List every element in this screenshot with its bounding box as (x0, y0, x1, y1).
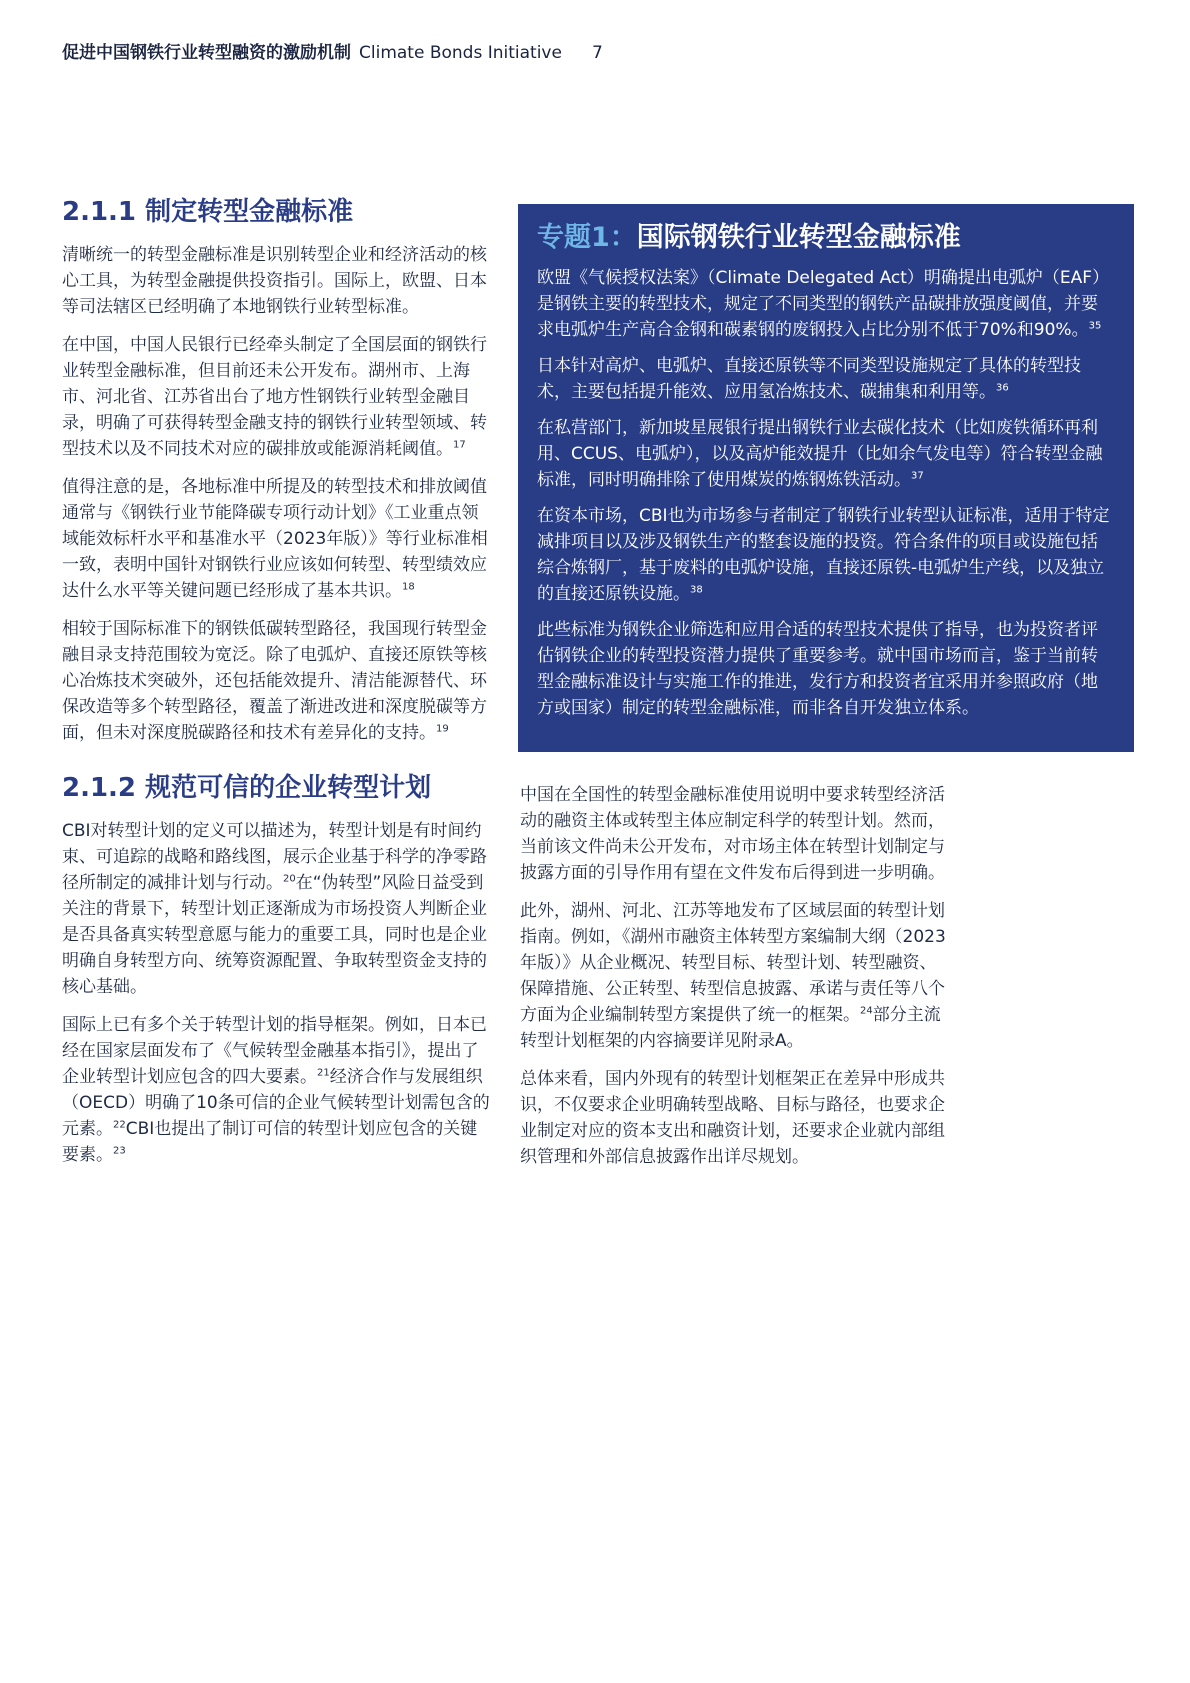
section-heading-2-1-1: 2.1.1 制定转型金融标准 (62, 197, 354, 227)
paragraph (520, 1066, 948, 1170)
left-column (62, 194, 490, 1180)
box-paragraph (537, 353, 1114, 405)
paragraph (62, 616, 490, 746)
paragraph (62, 332, 490, 462)
paragraph (62, 1012, 490, 1168)
paragraph-text: 部分主流转型计划框架的内容摘要详见附录A。 (520, 1005, 941, 1051)
paragraph (62, 818, 490, 1000)
paragraph-text: 欧盟《气候授权法案》（Climate Delegated Act）明确提出电弧炉（EAF）是钢铁主要的转型技术，规定了不同类型的钢铁产品碳排放强度阈值，并要求电弧炉生产高合金钢和碳素钢的废钢投入占比分别不低于70%和90%。 (537, 268, 1110, 340)
paragraph-text: 经济合作与发展组织（OECD）明确了10条可信的企业气候转型计划需包含的元素。 (62, 1067, 490, 1139)
paragraph-text: CBI对转型计划的定义可以描述为，转型计划是有时间约束、可追踪的战略和路线图，展示企业基于科学的净零路径所制定的减排计划与行动。 (62, 821, 487, 893)
footnote-ref[interactable]: 20 (283, 873, 296, 885)
paragraph (62, 474, 490, 604)
footnote-ref[interactable]: 23 (113, 1145, 126, 1157)
paragraph-text: 在资本市场，CBI也为市场参与者制定了钢铁行业转型认证标准，适用于特定减排项目以及涉及钢铁生产的整套设施的投资。符合条件的项目或设施包括综合炼钢厂，基于废料的电弧炉设施，直接还原铁-电弧炉生产线，以及独立的直接还原铁设施。 (537, 506, 1110, 604)
page-header (62, 38, 603, 63)
footnote-ref[interactable]: 21 (317, 1067, 330, 1079)
report-title: 促进中国钢铁行业转型融资的激励机制 (62, 43, 351, 63)
page-number: 7 (591, 43, 603, 63)
paragraph (62, 242, 490, 320)
paragraph-text: 清晰统一的转型金融标准是识别转型企业和经济活动的核心工具，为转型金融提供投资指引。国际上，欧盟、日本等司法辖区已经明确了本地钢铁行业转型标准。 (62, 245, 487, 317)
footnote-ref[interactable]: 37 (911, 470, 924, 482)
paragraph-text: 相较于国际标准下的钢铁低碳转型路径，我国现行转型金融目录支持范围较为宽泛。除了电弧炉、直接还原铁等核心冶炼技术突破外，还包括能效提升、清洁能源替代、环保改造等多个转型路径，覆盖了渐进改进和深度脱碳等方面，但未对深度脱碳路径和技术有差异化的支持。 (62, 619, 487, 743)
footnote-ref[interactable]: 38 (690, 584, 703, 596)
box-paragraph (537, 415, 1114, 493)
box-paragraph (537, 617, 1114, 721)
paragraph-text: 中国在全国性的转型金融标准使用说明中要求转型经济活动的融资主体或转型主体应制定科学的转型计划。然而，当前该文件尚未公开发布，对市场主体在转型计划制定与披露方面的引导作用有望在文件发布后得到进一步明确。 (520, 785, 945, 883)
paragraph-text: CBI也提出了制订可信的转型计划应包含的关键要素。 (62, 1119, 478, 1165)
paragraph-text: 此些标准为钢铁企业筛选和应用合适的转型技术提供了指导，也为投资者评估钢铁企业的转型投资潜力提供了重要参考。就中国市场而言，鉴于当前转型金融标准设计与实施工作的推进，发行方和投资者宜采用并参照政府（地方或国家）制定的转型金融标准，而非各自开发独立体系。 (537, 620, 1098, 718)
box-paragraph (537, 503, 1114, 607)
footnote-ref[interactable]: 19 (436, 723, 449, 735)
feature-box-title (537, 218, 1114, 258)
paragraph-text: 日本针对高炉、电弧炉、直接还原铁等不同类型设施规定了具体的转型技术，主要包括提升能效、应用氢冶炼技术、碳捕集和利用等。 (537, 356, 1081, 402)
feature-box-tag: 专题1： (537, 222, 637, 253)
right-column (520, 782, 948, 1182)
paragraph-text: 国际上已有多个关于转型计划的指导框架。例如，日本已经在国家层面发布了《气候转型金融基本指引》，提出了企业转型计划应包含的四大要素。 (62, 1015, 487, 1087)
feature-box (518, 204, 1134, 752)
paragraph (520, 782, 948, 886)
paragraph-text: 总体来看，国内外现有的转型计划框架正在差异中形成共识，不仅要求企业明确转型战略、目标与路径，也要求企业制定对应的资本支出和融资计划，还要求企业就内部组织管理和外部信息披露作出详尽规划。 (520, 1069, 945, 1167)
paragraph-text: 此外，湖州、河北、江苏等地发布了区域层面的转型计划指南。例如，《湖州市融资主体转型方案编制大纲（2023年版）》从企业概况、转型目标、转型计划、转型融资、保障措施、公正转型、转型信息披露、承诺与责任等八个方面为企业编制转型方案提供了统一的框架。 (520, 901, 946, 1025)
footnote-ref[interactable]: 18 (402, 581, 415, 593)
organization-name: Climate Bonds Initiative (359, 43, 562, 63)
paragraph-text: 在中国，中国人民银行已经牵头制定了全国层面的钢铁行业转型金融标准，但目前还未公开发布。湖州市、上海市、河北省、江苏省出台了地方性钢铁行业转型金融目录，明确了可获得转型金融支持的钢铁行业转型领域、转型技术以及不同技术对应的碳排放或能源消耗阈值。 (62, 335, 487, 459)
footnote-ref[interactable]: 22 (113, 1119, 126, 1131)
box-paragraph (537, 265, 1114, 343)
paragraph-text: 值得注意的是，各地标准中所提及的转型技术和排放阈值通常与《钢铁行业节能降碳专项行动计划》《工业重点领域能效标杆水平和基准水平（2023年版）》等行业标准相一致，表明中国针对钢铁行业应该如何转型、转型绩效应达什么水平等关键问题已经形成了基本共识。 (62, 477, 488, 601)
paragraph-text: 在“伪转型”风险日益受到关注的背景下，转型计划正逐渐成为市场投资人判断企业是否具备真实转型意愿与能力的重要工具，同时也是企业明确自身转型方向、统筹资源配置、争取转型资金支持的核心基础。 (62, 873, 487, 997)
footnote-ref[interactable]: 36 (996, 382, 1009, 394)
paragraph (520, 898, 948, 1054)
footnote-ref[interactable]: 24 (860, 1005, 873, 1017)
feature-box-title-text: 国际钢铁行业转型金融标准 (636, 222, 961, 253)
section-heading-2-1-2: 2.1.2 规范可信的企业转型计划 (62, 773, 432, 803)
paragraph-text: 在私营部门，新加坡星展银行提出钢铁行业去碳化技术（比如废铁循环再利用、CCUS、电弧炉），以及高炉能效提升（比如余气发电等）符合转型金融标准，同时明确排除了使用煤炭的炼钢炼铁活动。 (537, 418, 1103, 490)
footnote-ref[interactable]: 35 (1088, 320, 1102, 332)
footnote-ref[interactable]: 17 (453, 439, 466, 451)
